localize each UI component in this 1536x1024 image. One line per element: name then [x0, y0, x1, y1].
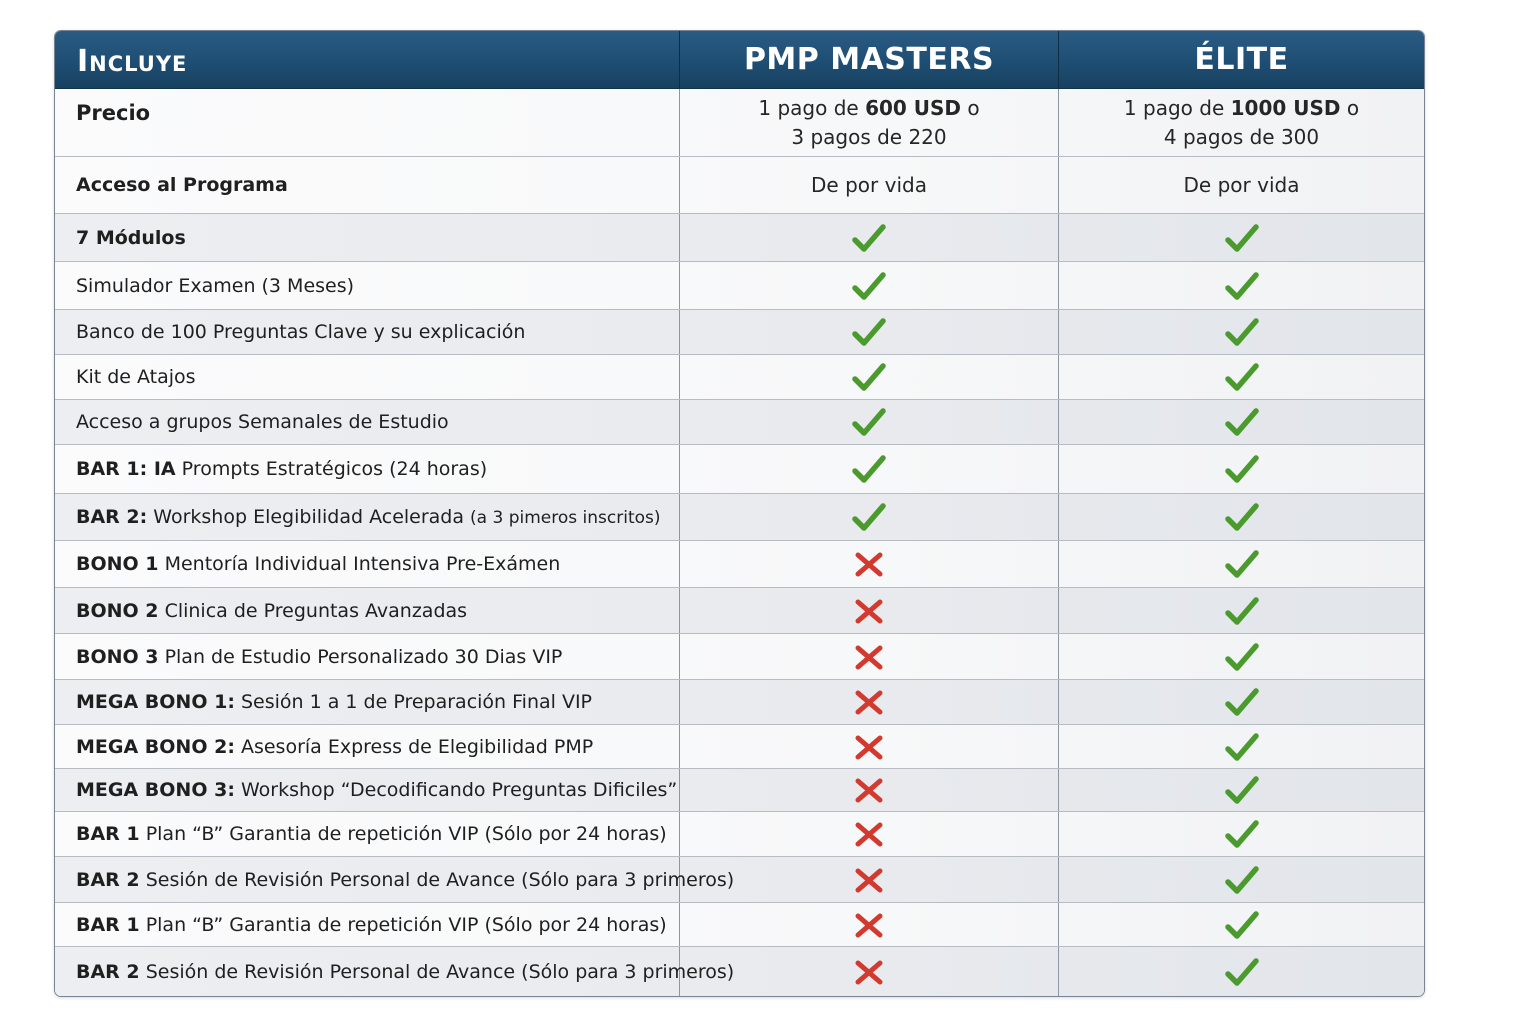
check-icon	[1225, 819, 1259, 849]
plan-pmp-masters-mark	[679, 634, 1058, 679]
plan-pmp-masters-mark	[679, 445, 1058, 493]
plan-elite-mark	[1058, 541, 1424, 587]
feature-row	[55, 588, 1424, 634]
feature-label	[55, 634, 679, 679]
feature-text	[76, 366, 196, 388]
feature-label	[55, 947, 735, 997]
feature-label	[55, 445, 679, 493]
feature-description: Asesoría Express de Elegibilidad PMP	[234, 735, 594, 758]
plan-pmp-masters-mark	[679, 725, 1058, 768]
feature-row	[55, 680, 1424, 725]
price-pre: 1 pago de	[758, 95, 866, 120]
feature-row	[55, 214, 1424, 262]
plan-pmp-masters-mark	[679, 310, 1058, 354]
cross-icon	[852, 775, 886, 805]
cross-icon	[852, 642, 886, 672]
feature-description: Plan “B” Garantia de repetición VIP (Sólo por 24 horas)	[139, 913, 667, 936]
check-icon	[1225, 865, 1259, 895]
check-icon	[1225, 502, 1259, 532]
access-plan-pmp-masters	[679, 157, 1058, 213]
check-icon	[1225, 687, 1259, 717]
check-icon	[852, 317, 886, 347]
feature-label	[55, 903, 679, 946]
feature-text	[76, 691, 592, 713]
check-icon	[852, 223, 886, 253]
access-value: De por vida	[1183, 173, 1300, 197]
price-pre: 1 pago de	[1123, 95, 1231, 120]
header-plan-elite: ÉLITE	[1058, 31, 1424, 88]
feature-row	[55, 494, 1424, 541]
feature-description: Simulador Examen (3 Meses)	[76, 274, 355, 297]
feature-text	[76, 506, 661, 528]
feature-bold-prefix: BAR 2:	[76, 506, 148, 528]
feature-bold-prefix: BONO 1	[76, 553, 159, 575]
check-icon	[1225, 549, 1259, 579]
feature-label	[55, 400, 679, 444]
check-icon	[1225, 642, 1259, 672]
feature-text	[76, 321, 525, 343]
plan-pmp-masters-mark	[679, 262, 1058, 309]
check-icon	[1225, 957, 1259, 987]
plan-pmp-masters-mark	[679, 680, 1058, 724]
check-icon	[852, 407, 886, 437]
feature-text	[76, 869, 734, 891]
price-label: Precio	[76, 101, 151, 125]
plan-elite-mark	[1058, 494, 1424, 540]
plan-elite-mark	[1058, 445, 1424, 493]
feature-bold-prefix: MEGA BONO 1:	[76, 691, 235, 713]
feature-text	[76, 553, 560, 575]
feature-label	[55, 262, 679, 309]
feature-text	[76, 227, 186, 249]
feature-label	[55, 310, 679, 354]
cross-icon	[852, 732, 886, 762]
feature-row	[55, 769, 1424, 812]
feature-bold-prefix: 7 Módulos	[76, 226, 186, 249]
price-post: o	[1340, 95, 1360, 120]
feature-text	[76, 779, 677, 801]
feature-note: (a 3 pimeros inscritos)	[470, 508, 661, 528]
plan-elite-mark	[1058, 310, 1424, 354]
feature-label	[55, 214, 679, 261]
check-icon	[1225, 271, 1259, 301]
feature-bold-prefix: BONO 2	[76, 599, 159, 622]
feature-description: Plan “B” Garantia de repetición VIP (Sólo por 24 horas)	[139, 823, 667, 845]
check-icon	[852, 502, 886, 532]
feature-rows	[55, 214, 1424, 997]
plan-pmp-masters-mark	[679, 947, 1058, 997]
plan-pmp-masters-mark	[679, 355, 1058, 399]
plan-elite-mark	[1058, 262, 1424, 309]
plan-pmp-masters-mark	[679, 400, 1058, 444]
feature-text	[76, 736, 593, 758]
plan-elite-mark	[1058, 355, 1424, 399]
plan-elite-mark	[1058, 214, 1424, 261]
feature-description: Workshop “Decodificando Preguntas Dificiles”	[234, 779, 678, 801]
header-includes: Incluye	[77, 44, 188, 79]
price-amount: 600 USD	[865, 95, 962, 120]
feature-bold-prefix: MEGA BONO 2:	[76, 735, 235, 758]
feature-label	[55, 680, 679, 724]
price-plan-pmp-masters	[679, 89, 1058, 156]
feature-label	[55, 857, 735, 902]
check-icon	[1225, 910, 1259, 940]
access-label: Acceso al Programa	[76, 174, 288, 196]
comparison-table	[54, 30, 1425, 997]
price-installments: 3 pagos de 220	[791, 124, 947, 149]
feature-row	[55, 634, 1424, 680]
access-value: De por vida	[811, 173, 927, 197]
plan-elite-mark	[1058, 680, 1424, 724]
check-icon	[852, 271, 886, 301]
price-plan-elite	[1058, 89, 1424, 156]
plan-elite-mark	[1058, 588, 1424, 633]
feature-description: Workshop Elegibilidad Acelerada	[147, 506, 471, 528]
feature-description: Mentoría Individual Intensiva Pre-Exámen	[158, 553, 561, 575]
feature-row	[55, 857, 1424, 903]
check-icon	[1225, 732, 1259, 762]
cross-icon	[852, 819, 886, 849]
plan-pmp-masters-mark	[679, 903, 1058, 946]
feature-description: Clinica de Preguntas Avanzadas	[158, 599, 468, 622]
feature-description: Acceso a grupos Semanales de Estudio	[76, 411, 449, 433]
plan-elite-mark	[1058, 947, 1424, 997]
check-icon	[1225, 407, 1259, 437]
plan-pmp-masters-mark	[679, 769, 1058, 811]
feature-description: Prompts Estratégicos (24 horas)	[175, 458, 488, 480]
plan-elite-mark	[1058, 725, 1424, 768]
feature-description: Plan de Estudio Personalizado 30 Dias VIP	[158, 645, 563, 668]
feature-bold-prefix: BAR 1: IA	[76, 458, 176, 480]
access-plan-elite	[1058, 157, 1424, 213]
cross-icon	[852, 957, 886, 987]
feature-text	[76, 961, 734, 983]
feature-description: Sesión de Revisión Personal de Avance (Sólo para 3 primeros)	[139, 868, 735, 891]
feature-description: Sesión 1 a 1 de Preparación Final VIP	[234, 691, 593, 713]
check-icon	[1225, 775, 1259, 805]
feature-row	[55, 541, 1424, 588]
feature-row	[55, 812, 1424, 857]
plan-elite-mark	[1058, 903, 1424, 946]
plan-pmp-masters-mark	[679, 812, 1058, 856]
cross-icon	[852, 865, 886, 895]
check-icon	[1225, 596, 1259, 626]
header-plan-pmp-masters: PMP MASTERS	[679, 31, 1058, 88]
check-icon	[852, 362, 886, 392]
feature-bold-prefix: BAR 1	[76, 823, 140, 845]
feature-row	[55, 400, 1424, 445]
plan-elite-mark	[1058, 634, 1424, 679]
feature-bold-prefix: BAR 1	[76, 913, 140, 936]
plan-elite-mark	[1058, 400, 1424, 444]
plan-pmp-masters-mark	[679, 214, 1058, 261]
feature-text	[76, 914, 667, 936]
feature-row	[55, 262, 1424, 310]
feature-row	[55, 947, 1424, 997]
feature-text	[76, 411, 449, 433]
feature-text	[76, 823, 667, 845]
cross-icon	[852, 910, 886, 940]
feature-bold-prefix: BAR 2	[76, 961, 140, 983]
check-icon	[1225, 454, 1259, 484]
cross-icon	[852, 549, 886, 579]
feature-bold-prefix: BAR 2	[76, 868, 140, 891]
access-row	[55, 157, 1424, 214]
feature-label	[55, 769, 679, 811]
feature-label	[55, 588, 679, 633]
feature-text	[76, 646, 562, 668]
plan-elite-mark	[1058, 857, 1424, 902]
plan-elite-mark	[1058, 812, 1424, 856]
feature-label	[55, 355, 679, 399]
plan-pmp-masters-mark	[679, 541, 1058, 587]
feature-text	[76, 600, 467, 622]
feature-label	[55, 541, 679, 587]
feature-label	[55, 812, 679, 856]
check-icon	[852, 454, 886, 484]
feature-row	[55, 355, 1424, 400]
feature-label	[55, 494, 679, 540]
check-icon	[1225, 362, 1259, 392]
check-icon	[1225, 223, 1259, 253]
check-icon	[1225, 317, 1259, 347]
price-installments: 4 pagos de 300	[1163, 124, 1320, 149]
feature-description: Banco de 100 Preguntas Clave y su explicación	[76, 321, 526, 343]
feature-text	[76, 458, 487, 480]
feature-bold-prefix: MEGA BONO 3:	[76, 779, 235, 801]
price-post: o	[961, 95, 980, 120]
plan-pmp-masters-mark	[679, 588, 1058, 633]
feature-label	[55, 725, 679, 768]
cross-icon	[852, 687, 886, 717]
table-header	[55, 31, 1424, 89]
feature-description: Sesión de Revisión Personal de Avance (Sólo para 3 primeros)	[139, 961, 735, 983]
plan-elite-mark	[1058, 769, 1424, 811]
price-row	[55, 89, 1424, 157]
feature-description: Kit de Atajos	[76, 366, 196, 388]
feature-row	[55, 310, 1424, 355]
feature-row	[55, 445, 1424, 494]
cross-icon	[852, 596, 886, 626]
feature-text	[76, 275, 354, 297]
feature-row	[55, 725, 1424, 769]
feature-row	[55, 903, 1424, 947]
plan-pmp-masters-mark	[679, 857, 1058, 902]
price-amount: 1000 USD	[1230, 95, 1341, 120]
plan-pmp-masters-mark	[679, 494, 1058, 540]
feature-bold-prefix: BONO 3	[76, 645, 159, 668]
